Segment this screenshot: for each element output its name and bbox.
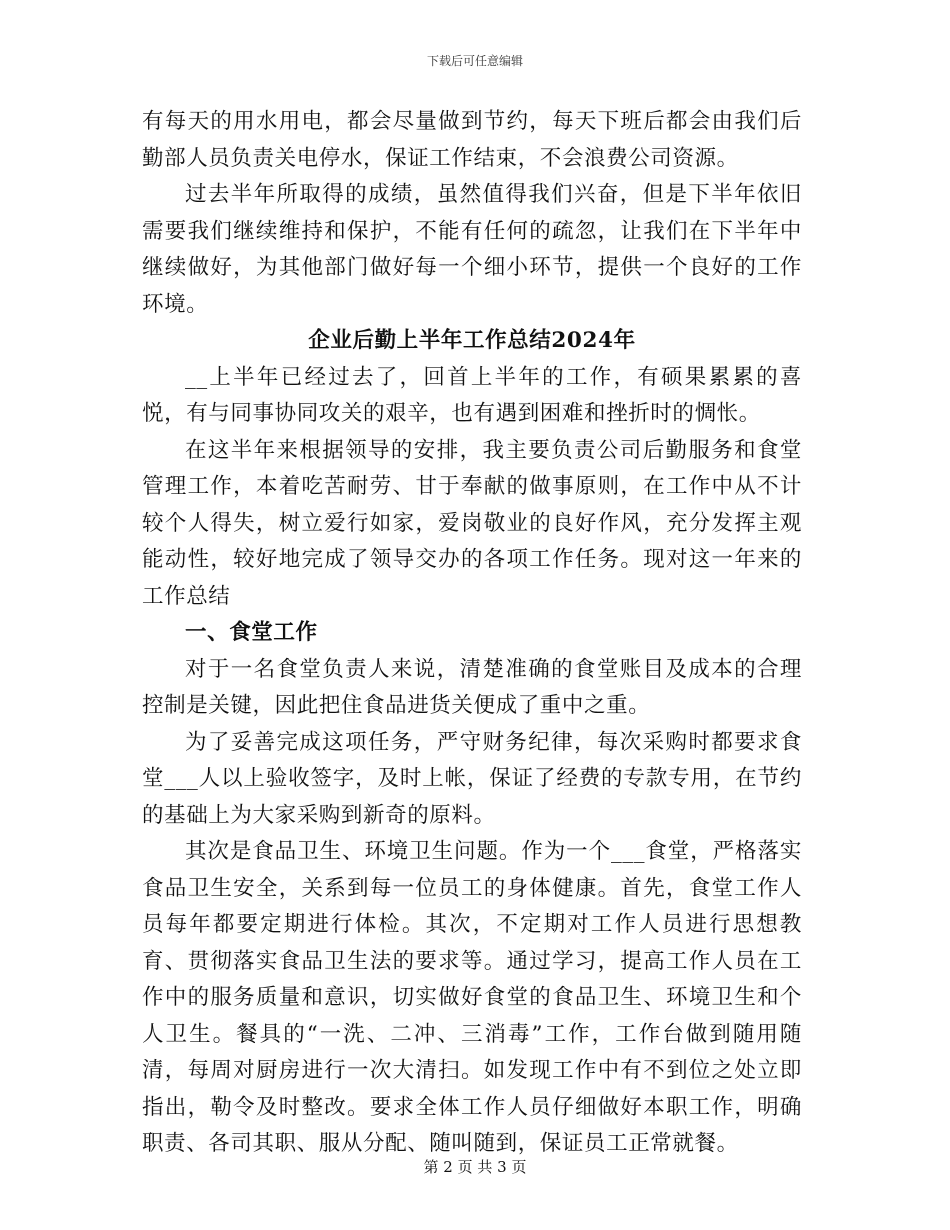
page-header: 下载后可任意编辑 [426,54,523,68]
paragraph-cost-control: 对于一名食堂负责人来说，清楚准确的食堂账目及成本的合理控制是关键，因此把住食品进货关便成了重中之重。 [142,656,802,718]
paragraph-achievements: 过去半年所取得的成绩，虽然值得我们兴奋，但是下半年依旧需要我们继续维持和保护，不能有任何的疏忽，让我们在下半年中继续做好，为其他部门做好每一个细小环节，提供一个良好的工作环境。 [142,182,802,317]
document-body [142,104,802,1163]
paragraph-responsibilities: 在这半年来根据领导的安排，我主要负责公司后勤服务和食堂管理工作，本着吃苦耐劳、甘于奉献的做事原则，在工作中从不计较个人得失，树立爱行如家，爱岗敬业的良好作风，充分发挥主观能动性，较好地完成了领导交办的各项工作任务。现对这一年来的工作总结 [142,437,802,609]
paragraph-hygiene: 其次是食品卫生、环境卫生问题。作为一个___食堂，严格落实食品卫生安全，关系到每一位员工的身体健康。首先，食堂工作人员每年都要定期进行体检。其次，不定期对工作人员进行思想教育、贯彻落实食品卫生法的要求等。通过学习，提高工作人员在工作中的服务质量和意识，切实做好食堂的食品卫生、环境卫生和个人卫生。餐具的“一洗、二冲、三消毒”工作，工作台做到随用随清，每周对厨房进行一次大清扫。如发现工作中有不到位之处立即指出，勒令及时整改。要求全体工作人员仔细做好本职工作，明确职责、各司其职、服从分配、随叫随到，保证员工正常就餐。 [142,839,802,1156]
paragraph-utilities: 有每天的用水用电，都会尽量做到节约，每天下班后都会由我们后勤部人员负责关电停水，保证工作结束，不会浪费公司资源。 [142,109,802,171]
paragraph-purchasing: 为了妥善完成这项任务，严守财务纪律，每次采购时都要求食堂___人以上验收签字，及时上帐，保证了经费的专款专用，在节约的基础上为大家采购到新奇的原料。 [142,729,802,828]
page-number: 第 2 页 共 3 页 [423,1158,527,1176]
section-heading-canteen: 一、食堂工作 [185,620,318,645]
paragraph-intro: __上半年已经过去了，回首上半年的工作，有硕果累累的喜悦，有与同事协同攻关的艰辛，也有遇到困难和挫折时的惆怅。 [142,364,802,426]
document-title: 企业后勤上半年工作总结2024年 [308,328,636,353]
